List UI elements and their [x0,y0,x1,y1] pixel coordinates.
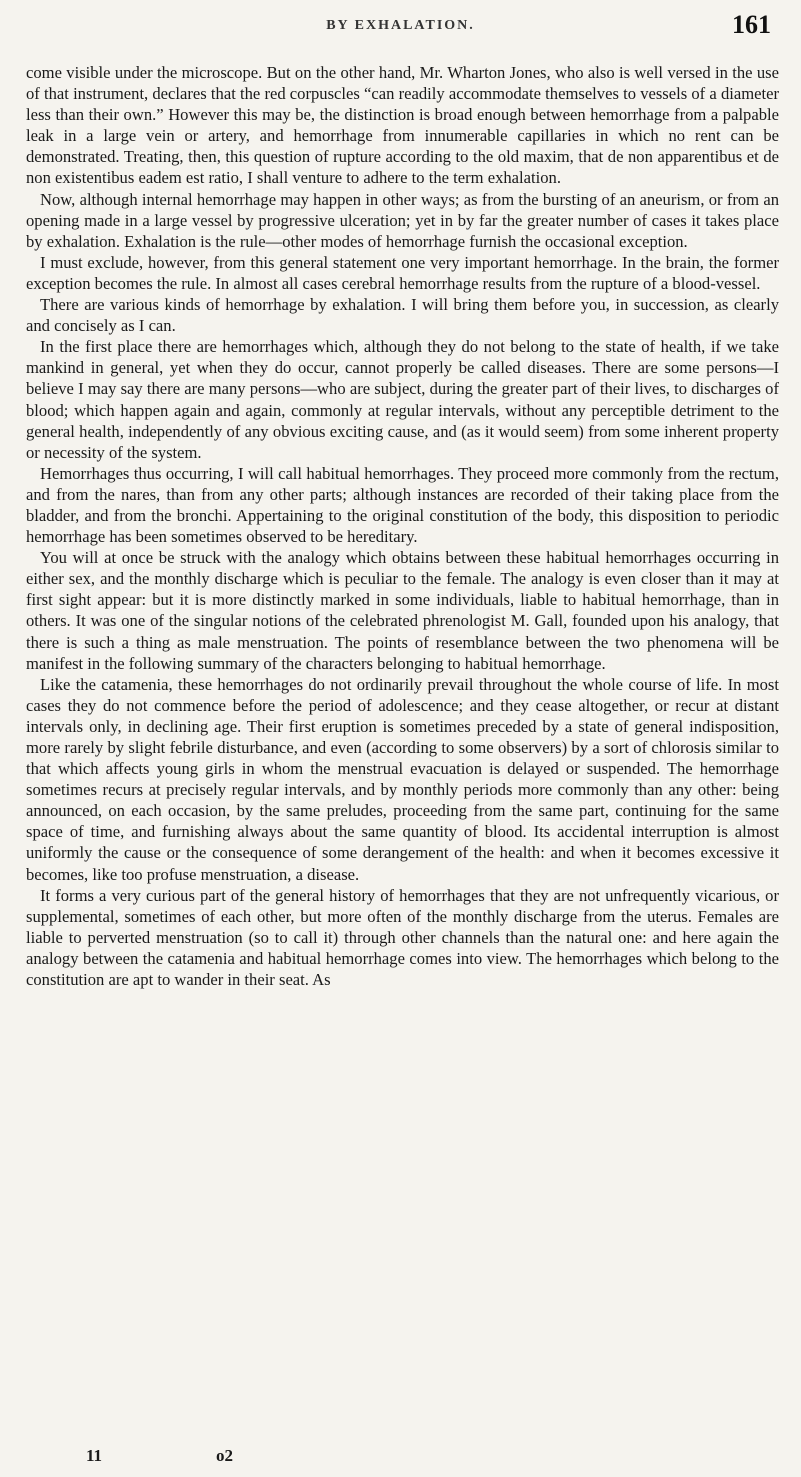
paragraph: You will at once be struck with the analogy which obtains between these habitual hemorrhages occurring in either sex, and the monthly discharge which is peculiar to the female. The analogy is even closer than it may at first sight appear: but it is more distinctly marked in some individuals, liable to habitual hemorrhage, than in others. It was one of the singular notions of the celebrated phrenologist M. Gall, founded upon his analogy, that there is such a thing as male menstruation. The points of resemblance between the two phenomena will be manifest in the following summary of the characters belonging to habitual hemorrhage. [26,548,779,673]
paragraph: Like the catamenia, these hemorrhages do not ordinarily prevail throughout the whole course of life. In most cases they do not commence before the period of adolescence; and they cease altogether, or recur at distant intervals only, in declining age. Their first eruption is sometimes preceded by a state of general indisposition, more rarely by slight febrile disturbance, and even (according to some observers) by a sort of chlorosis similar to that which affects young girls in whom the menstrual evacuation is delayed or suspended. The hemorrhage sometimes recurs at precisely regular intervals, and by monthly periods more commonly than any other: being announced, on each occasion, by the same preludes, proceeding from the same part, continuing for the same space of time, and furnishing always about the same quantity of blood. Its accidental interruption is almost uniformly the cause or the consequence of some derangement of the health: and when it becomes excessive it becomes, like too profuse menstruation, a disease. [26,674,779,884]
paragraph: Now, although internal hemorrhage may happen in other ways; as from the bursting of an aneurism, or from an opening made in a large vessel by progressive ulceration; yet in by far the greater number of cases it takes place by exhalation. Exhalation is the rule—other modes of hemorrhage furnish the occasional exception. [26,189,779,251]
paragraph: come visible under the microscope. But on the other hand, Mr. Wharton Jones, who also is well versed in the use of that instrument, declares that the red corpuscles “can readily accommodate themselves to vessels of a diameter less than their own.” However this may be, the distinction is broad enough between hemorrhage from a palpable leak in a large vein or artery, and hemorrhage from innumerable capillaries in which no rent can be demonstrated. Treating, then, this question of rupture according to the old maxim, that de non apparentibus et de non existentibus eadem est ratio, I shall venture to adhere to the term exhalation. [26,63,779,188]
signature-mark-secondary: o2 [216,1446,233,1465]
page-number: 161 [732,10,771,39]
paragraph: In the first place there are hemorrhages which, although they do not belong to the state of health, if we take mankind in general, yet when they do occur, cannot properly be called diseases. There are some persons—I believe I may say there are many persons—who are subject, during the greater part of their lives, to discharges of blood; which happen again and again, commonly at regular intervals, without any perceptible detriment to the general health, independently of any obvious exciting cause, and (as it would seem) from some inherent property or necessity of the system. [26,337,779,462]
paragraph: It forms a very curious part of the general history of hemorrhages that they are not unfrequently vicarious, or supplemental, sometimes of each other, but more often of the monthly discharge from the uterus. Females are liable to perverted menstruation (so to call it) through other channels than the natural one: and here again the analogy between the catamenia and habitual hemorrhage comes into view. The hemorrhages which belong to the constitution are apt to wander in their seat. As [26,885,779,990]
page-footer [86,1446,346,1470]
paragraph: Hemorrhages thus occurring, I will call habitual hemorrhages. They proceed more commonly from the rectum, and from the nares, than from any other parts; although instances are recorded of their taking place from the bladder, and from the bronchi. Appertaining to the original constitution of the body, this disposition to periodic hemorrhage has been sometimes observed to be hereditary. [26,463,779,547]
paragraph: I must exclude, however, from this general statement one very important hemorrhage. In the brain, the former exception becomes the rule. In almost all cases cerebral hemorrhage results from the rupture of a blood-vessel. [26,252,779,293]
signature-mark: 11 [86,1446,103,1465]
paragraph: There are various kinds of hemorrhage by exhalation. I will bring them before you, in succession, as clearly and concisely as I can. [26,295,779,336]
running-head: BY EXHALATION. [326,18,475,33]
body-text [26,62,779,990]
page-header [0,6,801,46]
